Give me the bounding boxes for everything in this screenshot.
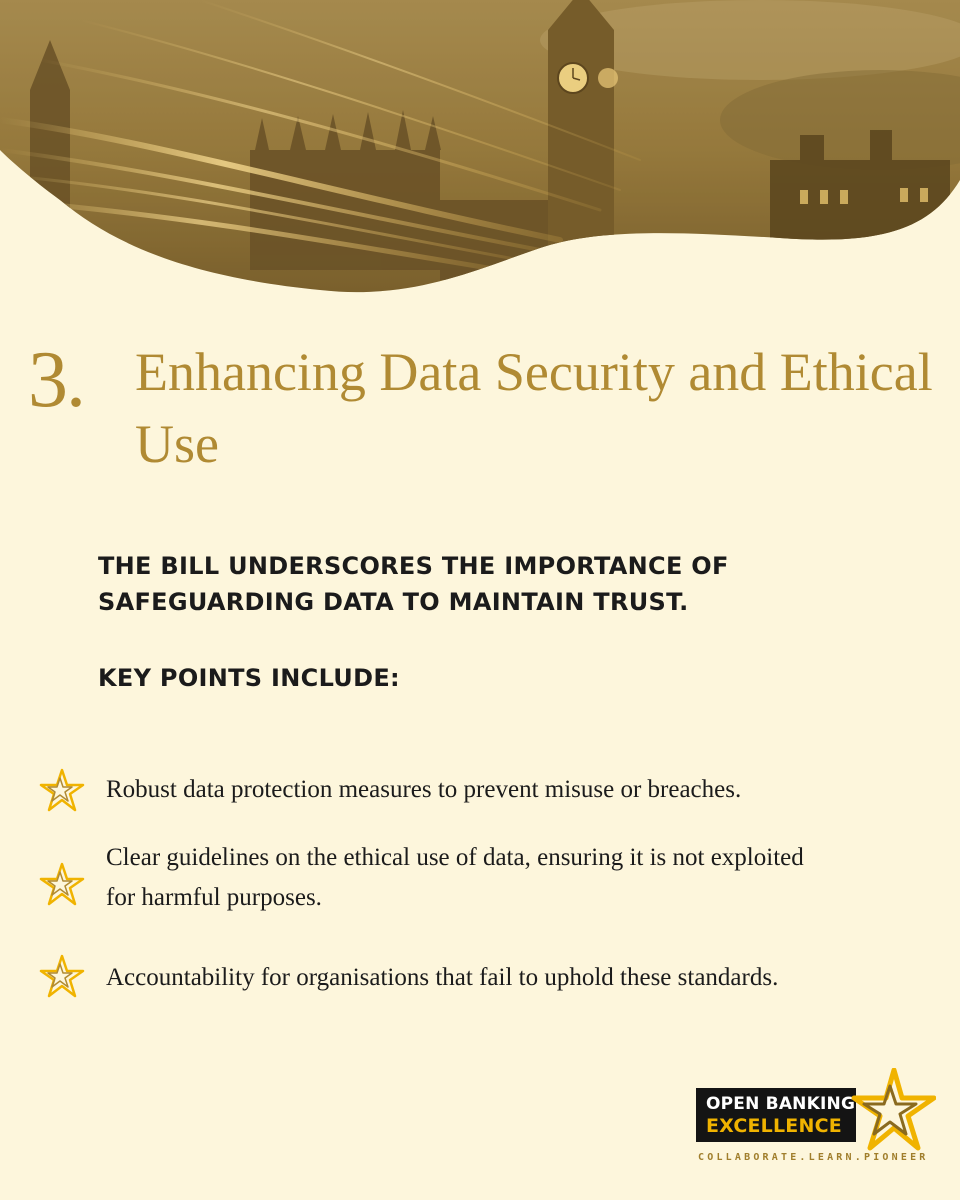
star-outline-icon [38, 766, 86, 814]
key-point-text: Robust data protection measures to prevent misuse or breaches. [106, 776, 742, 803]
key-point-text: Clear guidelines on the ethical use of data, ensuring it is not exploited for harmful purposes. [106, 844, 804, 911]
logo-line-2: EXCELLENCE [706, 1115, 842, 1137]
star-outline-icon [38, 860, 86, 908]
logo-line-1: OPEN BANKING [706, 1094, 856, 1114]
open-banking-excellence-logo [696, 1068, 938, 1168]
star-icon [846, 1068, 936, 1152]
logo-tagline: COLLABORATE.LEARN.PIONEER [698, 1152, 929, 1163]
hero-image-london-skyline [0, 0, 960, 300]
intro-statement: THE BILL UNDERSCORES THE IMPORTANCE OF SAFEGUARDING DATA TO MAINTAIN TRUST. [98, 552, 729, 616]
key-point-text: Accountability for organisations that fail to uphold these standards. [106, 964, 779, 991]
key-points-label: KEY POINTS INCLUDE: [98, 664, 400, 692]
star-outline-icon [38, 952, 86, 1000]
section-title: Enhancing Data Security and Ethical Use [135, 342, 933, 474]
section-number: 3. [28, 336, 84, 424]
